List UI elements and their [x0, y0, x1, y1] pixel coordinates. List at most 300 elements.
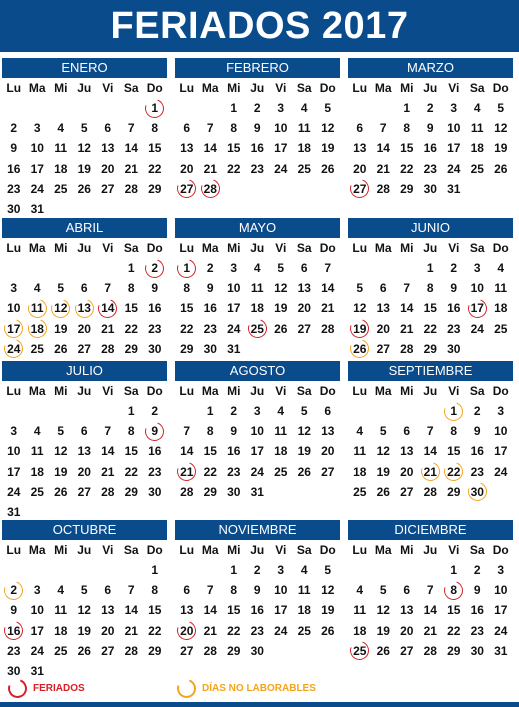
- day-cell: 6: [324, 404, 332, 418]
- weekday-label: Sa: [469, 241, 485, 255]
- day-cell: 16: [203, 301, 217, 316]
- day-cell: 13: [180, 603, 194, 618]
- day-cell: 23: [423, 161, 437, 176]
- day-cell: 2: [450, 261, 458, 275]
- day-cell: 26: [321, 161, 335, 176]
- no-laborable-day: 17: [2, 319, 26, 339]
- weekday-label: Do: [146, 241, 163, 255]
- weekday-label: Sa: [469, 543, 485, 557]
- empty-cell: [175, 560, 199, 580]
- day-cell: 4: [300, 101, 308, 115]
- day-cell: 24: [447, 161, 461, 176]
- day-cell: 9: [253, 121, 261, 136]
- day-cell: 19: [321, 603, 335, 618]
- weekday-label: Sa: [123, 384, 139, 398]
- weekday-header: [175, 78, 340, 98]
- day-cell: 19: [376, 623, 390, 638]
- day-cell: 4: [33, 424, 41, 439]
- weekday-label: Lu: [6, 241, 22, 255]
- day-cell: 10: [494, 424, 508, 439]
- month-mayo: [175, 218, 340, 359]
- empty-cell: [419, 560, 443, 580]
- feriado-day: 8: [442, 580, 466, 600]
- day-cell: 8: [206, 424, 214, 439]
- empty-cell: [199, 560, 223, 580]
- day-cell: 15: [227, 603, 241, 618]
- day-cell: 7: [426, 424, 434, 439]
- day-cell: 31: [30, 663, 44, 678]
- feriado-day: 16: [2, 621, 26, 641]
- month-name: DICIEMBRE: [348, 520, 513, 540]
- weekday-label: Ju: [77, 384, 92, 398]
- day-cell: 12: [353, 301, 367, 316]
- no-laborable-day: 24: [2, 339, 26, 359]
- day-grid: [348, 401, 513, 502]
- day-cell: 29: [447, 484, 461, 499]
- day-cell: 1: [127, 261, 135, 275]
- day-cell: 1: [230, 563, 238, 577]
- day-cell: 9: [426, 121, 434, 136]
- day-cell: 3: [33, 121, 41, 136]
- weekday-header: [175, 381, 340, 401]
- day-cell: 8: [151, 583, 159, 598]
- day-cell: 18: [54, 623, 68, 638]
- day-cell: 19: [54, 464, 68, 479]
- day-cell: 16: [470, 444, 484, 459]
- day-cell: 22: [227, 161, 241, 176]
- day-cell: 29: [148, 643, 162, 658]
- day-cell: 19: [321, 141, 335, 156]
- day-cell: 7: [127, 121, 135, 136]
- day-cell: 19: [54, 321, 68, 336]
- day-cell: 16: [423, 141, 437, 156]
- weekday-label: Ju: [423, 241, 438, 255]
- day-cell: 10: [30, 603, 44, 618]
- day-cell: 1: [403, 101, 411, 115]
- no-laborable-day: 1: [442, 401, 466, 421]
- day-cell: 6: [104, 583, 112, 598]
- day-cell: 23: [7, 181, 21, 196]
- day-cell: 5: [57, 424, 65, 439]
- day-cell: 18: [353, 623, 367, 638]
- day-cell: 29: [447, 643, 461, 658]
- month-name: ABRIL: [2, 218, 167, 238]
- day-cell: 7: [104, 281, 112, 296]
- weekday-label: Vi: [102, 543, 114, 557]
- day-cell: 1: [426, 261, 434, 275]
- day-cell: 27: [376, 341, 390, 356]
- weekday-label: Do: [319, 241, 336, 255]
- day-cell: 22: [423, 321, 437, 336]
- month-junio: [348, 218, 513, 359]
- day-cell: 6: [356, 121, 364, 136]
- day-cell: 25: [297, 161, 311, 176]
- day-cell: 25: [353, 484, 367, 499]
- day-cell: 24: [470, 321, 484, 336]
- day-cell: 13: [101, 603, 115, 618]
- weekday-label: Mi: [400, 543, 414, 557]
- month-name: ENERO: [2, 58, 167, 78]
- day-cell: 11: [353, 444, 367, 459]
- day-cell: 10: [274, 583, 288, 598]
- day-cell: 7: [206, 583, 214, 598]
- day-cell: 21: [400, 321, 414, 336]
- day-cell: 20: [77, 321, 91, 336]
- day-cell: 12: [494, 121, 508, 136]
- day-cell: 23: [148, 321, 162, 336]
- legend-no-laborables: [177, 678, 316, 698]
- day-cell: 17: [30, 161, 44, 176]
- day-cell: 15: [148, 603, 162, 618]
- weekday-label: Ju: [250, 241, 265, 255]
- day-cell: 24: [7, 484, 21, 499]
- day-cell: 10: [227, 281, 241, 296]
- day-cell: 18: [470, 141, 484, 156]
- day-cell: 26: [494, 161, 508, 176]
- day-cell: 26: [54, 484, 68, 499]
- month-name: AGOSTO: [175, 361, 340, 381]
- weekday-label: Sa: [296, 543, 312, 557]
- weekday-label: Lu: [179, 81, 195, 95]
- empty-cell: [2, 258, 26, 278]
- weekday-label: Ma: [201, 543, 219, 557]
- weekday-label: Vi: [275, 241, 287, 255]
- day-cell: 7: [403, 281, 411, 296]
- empty-cell: [49, 258, 73, 278]
- day-cell: 17: [274, 141, 288, 156]
- day-cell: 17: [274, 603, 288, 618]
- day-cell: 15: [400, 141, 414, 156]
- weekday-label: Lu: [352, 543, 368, 557]
- day-cell: 26: [376, 643, 390, 658]
- feriado-day: 25: [348, 641, 372, 661]
- day-cell: 2: [473, 404, 481, 418]
- day-cell: 2: [473, 563, 481, 577]
- day-cell: 3: [10, 281, 18, 296]
- day-cell: 27: [101, 181, 115, 196]
- day-cell: 26: [274, 321, 288, 336]
- day-cell: 19: [77, 623, 91, 638]
- empty-cell: [372, 98, 396, 118]
- day-cell: 22: [124, 464, 138, 479]
- empty-cell: [120, 560, 144, 580]
- weekday-header: [175, 540, 340, 560]
- day-cell: 4: [473, 101, 481, 115]
- weekday-label: Lu: [352, 81, 368, 95]
- day-cell: 4: [356, 424, 364, 439]
- day-cell: 17: [250, 444, 264, 459]
- day-grid: [175, 258, 340, 359]
- month-noviembre: [175, 520, 340, 661]
- no-laborable-day: 13: [73, 298, 97, 318]
- feriado-day: 27: [175, 179, 199, 199]
- month-marzo: [348, 58, 513, 199]
- weekday-label: Sa: [123, 543, 139, 557]
- month-abril: [2, 218, 167, 359]
- day-cell: 20: [376, 321, 390, 336]
- day-cell: 18: [30, 464, 44, 479]
- weekday-label: Mi: [227, 241, 241, 255]
- day-cell: 14: [101, 444, 115, 459]
- feriado-day: 28: [199, 179, 223, 199]
- day-cell: 20: [400, 464, 414, 479]
- weekday-label: Ma: [28, 384, 46, 398]
- day-cell: 3: [473, 261, 481, 275]
- empty-cell: [419, 401, 443, 421]
- day-cell: 29: [124, 341, 138, 356]
- day-cell: 23: [148, 464, 162, 479]
- day-cell: 17: [30, 623, 44, 638]
- day-cell: 30: [203, 341, 217, 356]
- day-cell: 5: [379, 424, 387, 439]
- day-cell: 6: [104, 121, 112, 136]
- empty-cell: [2, 560, 26, 580]
- month-name: JUNIO: [348, 218, 513, 238]
- day-cell: 21: [321, 301, 335, 316]
- day-cell: 31: [250, 484, 264, 499]
- day-cell: 23: [7, 643, 21, 658]
- day-cell: 19: [274, 301, 288, 316]
- day-cell: 4: [33, 281, 41, 296]
- weekday-label: Do: [319, 81, 336, 95]
- day-cell: 25: [297, 623, 311, 638]
- weekday-label: Mi: [227, 543, 241, 557]
- day-cell: 26: [297, 464, 311, 479]
- day-cell: 11: [297, 583, 311, 598]
- weekday-label: Mi: [400, 384, 414, 398]
- day-cell: 29: [400, 181, 414, 196]
- day-cell: 2: [10, 121, 18, 136]
- feriado-circle-icon: [5, 675, 30, 700]
- empty-cell: [2, 98, 26, 118]
- day-cell: 12: [376, 444, 390, 459]
- day-cell: 31: [494, 643, 508, 658]
- day-cell: 17: [494, 444, 508, 459]
- weekday-label: Vi: [448, 384, 460, 398]
- day-cell: 29: [124, 484, 138, 499]
- empty-cell: [26, 98, 50, 118]
- day-cell: 30: [7, 663, 21, 678]
- day-cell: 2: [206, 261, 214, 275]
- day-cell: 12: [376, 603, 390, 618]
- day-cell: 4: [57, 583, 65, 598]
- day-cell: 2: [151, 404, 159, 418]
- day-cell: 14: [124, 603, 138, 618]
- day-cell: 22: [447, 623, 461, 638]
- day-cell: 13: [376, 301, 390, 316]
- feriado-day: 9: [143, 421, 167, 441]
- day-cell: 28: [124, 181, 138, 196]
- day-cell: 13: [101, 141, 115, 156]
- day-cell: 6: [300, 261, 308, 275]
- day-cell: 3: [497, 563, 505, 577]
- empty-cell: [96, 98, 120, 118]
- empty-cell: [49, 401, 73, 421]
- day-cell: 23: [250, 161, 264, 176]
- day-cell: 9: [10, 141, 18, 156]
- day-cell: 22: [203, 464, 217, 479]
- day-cell: 11: [54, 603, 68, 618]
- no-laborable-day: 12: [49, 298, 73, 318]
- feriado-day: 1: [143, 98, 167, 118]
- weekday-header: [2, 381, 167, 401]
- day-cell: 28: [376, 181, 390, 196]
- day-cell: 16: [7, 161, 21, 176]
- weekday-label: Ju: [77, 81, 92, 95]
- day-cell: 6: [183, 121, 191, 136]
- feriado-day: 27: [348, 179, 372, 199]
- weekday-label: Ma: [28, 543, 46, 557]
- empty-cell: [372, 401, 396, 421]
- day-cell: 20: [321, 444, 335, 459]
- feriado-day: 2: [143, 258, 167, 278]
- day-cell: 25: [30, 484, 44, 499]
- feriado-day: 19: [348, 319, 372, 339]
- weekday-label: Ju: [423, 543, 438, 557]
- weekday-label: Ma: [374, 241, 392, 255]
- day-cell: 15: [447, 444, 461, 459]
- day-cell: 6: [379, 281, 387, 296]
- day-cell: 28: [321, 321, 335, 336]
- day-cell: 20: [180, 161, 194, 176]
- day-cell: 21: [203, 161, 217, 176]
- month-julio: [2, 361, 167, 522]
- day-cell: 24: [227, 321, 241, 336]
- weekday-label: Lu: [179, 384, 195, 398]
- day-cell: 29: [423, 341, 437, 356]
- day-cell: 23: [203, 321, 217, 336]
- day-cell: 3: [277, 563, 285, 577]
- day-cell: 11: [470, 121, 484, 136]
- day-cell: 23: [470, 623, 484, 638]
- weekday-label: Do: [492, 384, 509, 398]
- day-cell: 22: [124, 321, 138, 336]
- day-cell: 11: [54, 141, 68, 156]
- day-cell: 11: [274, 424, 288, 439]
- day-cell: 11: [30, 444, 44, 459]
- legend-no-laborables-label: DÍAS NO LABORABLES: [202, 682, 316, 694]
- empty-cell: [73, 401, 97, 421]
- day-cell: 12: [274, 281, 288, 296]
- day-cell: 28: [423, 484, 437, 499]
- day-cell: 21: [376, 161, 390, 176]
- day-cell: 14: [423, 603, 437, 618]
- day-cell: 28: [124, 643, 138, 658]
- day-cell: 4: [356, 583, 364, 598]
- day-cell: 17: [227, 301, 241, 316]
- weekday-label: Vi: [275, 384, 287, 398]
- month-name: MAYO: [175, 218, 340, 238]
- weekday-label: Ju: [77, 241, 92, 255]
- page-header: [0, 0, 519, 52]
- day-cell: 30: [148, 484, 162, 499]
- day-grid: [175, 401, 340, 502]
- day-cell: 10: [30, 141, 44, 156]
- weekday-label: Sa: [469, 384, 485, 398]
- day-cell: 30: [447, 341, 461, 356]
- empty-cell: [96, 560, 120, 580]
- weekday-header: [348, 78, 513, 98]
- day-cell: 6: [403, 424, 411, 439]
- day-cell: 15: [180, 301, 194, 316]
- day-grid: [2, 560, 167, 681]
- day-grid: [348, 258, 513, 359]
- day-cell: 1: [230, 101, 238, 115]
- weekday-label: Sa: [123, 81, 139, 95]
- weekday-label: Ju: [423, 384, 438, 398]
- weekday-label: Lu: [6, 543, 22, 557]
- day-cell: 24: [250, 464, 264, 479]
- day-cell: 9: [253, 583, 261, 598]
- day-cell: 6: [403, 583, 411, 598]
- weekday-label: Mi: [54, 384, 68, 398]
- weekday-label: Do: [492, 241, 509, 255]
- day-cell: 20: [400, 623, 414, 638]
- weekday-label: Ju: [250, 81, 265, 95]
- weekday-label: Vi: [448, 543, 460, 557]
- day-cell: 31: [30, 201, 44, 216]
- weekday-label: Ma: [201, 384, 219, 398]
- day-cell: 21: [101, 464, 115, 479]
- day-cell: 24: [30, 643, 44, 658]
- weekday-label: Ma: [201, 241, 219, 255]
- no-laborable-day: 30: [466, 482, 490, 502]
- day-cell: 21: [124, 623, 138, 638]
- day-cell: 27: [297, 321, 311, 336]
- day-grid: [348, 560, 513, 661]
- day-cell: 9: [10, 603, 18, 618]
- day-cell: 20: [101, 161, 115, 176]
- weekday-label: Mi: [54, 241, 68, 255]
- month-septiembre: [348, 361, 513, 502]
- day-cell: 29: [203, 484, 217, 499]
- day-cell: 15: [124, 444, 138, 459]
- day-cell: 18: [250, 301, 264, 316]
- day-cell: 21: [203, 623, 217, 638]
- weekday-label: Ju: [423, 81, 438, 95]
- day-cell: 14: [400, 301, 414, 316]
- empty-cell: [395, 560, 419, 580]
- day-cell: 13: [321, 424, 335, 439]
- weekday-label: Vi: [102, 241, 114, 255]
- day-cell: 22: [148, 161, 162, 176]
- weekday-header: [348, 540, 513, 560]
- day-cell: 10: [470, 281, 484, 296]
- day-cell: 23: [447, 321, 461, 336]
- day-cell: 3: [33, 583, 41, 598]
- day-cell: 9: [473, 583, 481, 598]
- feriado-day: 25: [246, 319, 270, 339]
- day-cell: 25: [30, 341, 44, 356]
- day-cell: 16: [148, 301, 162, 316]
- day-cell: 20: [353, 161, 367, 176]
- day-cell: 25: [54, 643, 68, 658]
- empty-cell: [26, 401, 50, 421]
- day-cell: 14: [124, 141, 138, 156]
- day-cell: 8: [230, 583, 238, 598]
- footer-bar: [0, 702, 519, 707]
- day-cell: 15: [124, 301, 138, 316]
- day-grid: [175, 560, 340, 661]
- weekday-label: Ma: [374, 81, 392, 95]
- day-cell: 14: [203, 603, 217, 618]
- day-cell: 6: [183, 583, 191, 598]
- day-cell: 24: [30, 181, 44, 196]
- day-cell: 30: [423, 181, 437, 196]
- weekday-label: Vi: [275, 543, 287, 557]
- month-enero: [2, 58, 167, 219]
- day-cell: 12: [321, 583, 335, 598]
